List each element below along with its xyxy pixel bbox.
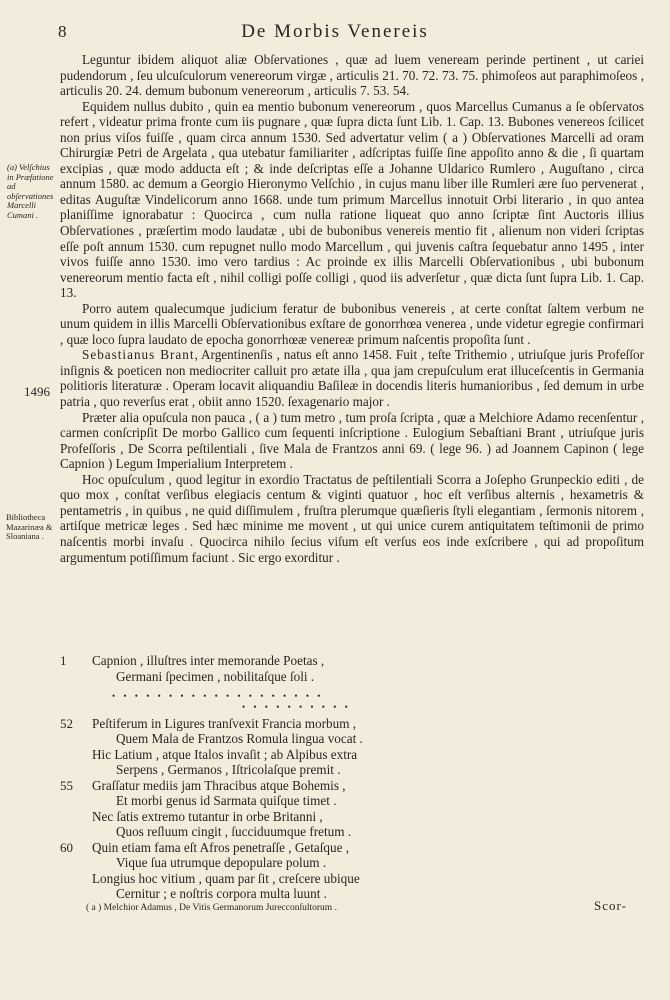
- footnote: ( a ) Melchior Adamus , De Vitis Germanorum Jurecconſultorum .: [86, 903, 337, 913]
- margin-bibliotheca: Bibliotheca Mazarinæa & Sloaniana .: [6, 512, 53, 541]
- paragraph-brant: [60, 347, 644, 409]
- verse-line: Nec ſatis extremo tutantur in orbe Britanni ,: [92, 809, 323, 824]
- verse-line: Quin etiam fama eſt Afros penetraſſe , Getaſque ,: [92, 840, 350, 855]
- paragraph-gonorrhoea: Porro autem qualecumque judicium feratur de bubonibus venereis , at certe conſtat ſaltem verbum ne unum quidem in illis Marcelli Obſervationibus exſtare de gonorrhœa venerea , unde videtur egregie confirmari , quæ loco ſupra laudato de epocha gonorrhœæ venereæ primum naſcentis propoſita ſunt .: [60, 300, 644, 347]
- brant-name: Sebastianus Brant: [82, 347, 195, 363]
- ornament-row: • • • • • • • • • •: [242, 702, 351, 712]
- margin-year: 1496: [24, 384, 50, 399]
- paragraph-opusculum: Hoc opuſculum , quod legitur in exordio Tractatus de peſtilentiali Scorra a Joſepho Grunpeckio editi , de quo mox , conſtat verſibus elegiacis centum & viginti quatuor , hoc eſt verſibus alternis , hexametris & pentametris , in quibus , ne quid diſſimulem , fruſtra plerumque quæſieris ſtyli elegantiam , ſermonis nitorem , artiſque metricæ leges . Sed hæc minime me movent , ut qui unice curem antiquitatem teſtimonii de primo naſcentis morbi invaſu . Quocirca nihilo ſecius viſum eſt verſus eos inde exſcribere , qui ad propoſitum argumentum potiſſimum faciunt . Sic ergo exorditur .: [60, 471, 644, 565]
- brant-text: , Argentinenſis , natus eſt anno 1458. Fuit , teſte Trithemio , utriuſque juris Profeſſor inſignis & poeticen non mediocriter calluit pro ætate illa , qua jam crepuſculum erat illuceſcentis in Germania politioris literaturæ . Operam locavit aliquandiu Baſileæ in docendis literis humanioribus , ſed demum in urbe patria , quo reverſus erat , obiit anno 1520. ſexagenario major .: [60, 347, 644, 410]
- verse-line: Peſtiferum in Ligures tranſvexit Francia morbum ,: [92, 716, 357, 731]
- verse-line: Capnion , illuſtres inter memorande Poetas ,: [92, 653, 325, 668]
- verse-line: Quem Mala de Frantzos Romula lingua vocat .: [116, 731, 363, 746]
- verse-number-1: 1: [60, 653, 67, 668]
- verse-line: Longius hoc vitium , quam par ſit , creſcere ubique: [92, 871, 360, 886]
- verse-number-52: 52: [60, 716, 73, 731]
- catchword: Scor-: [594, 898, 627, 913]
- verse-line: Germani ſpecimen , nobilitaſque ſoli .: [116, 669, 315, 684]
- paragraph-opuscula: Præter alia opuſcula non pauca , ( a ) tum metro , tum proſa ſcripta , quæ a Melchiore Adamo recenſentur , carmen conſcripſit De morbo Gallico cum ſequenti inſcriptione . Eulogium Sebaſtiani Brant , utriuſque juris Profeſſoris , De Scorra peſtilentiali , ſive Mala de Frantzos anni 69. ( lege 96. ) ad Joannem Capinon ( lege Capnion ) Legum Imperialium Interpretem .: [60, 409, 644, 472]
- verse-line: Vique ſua utrumque depopulare polum .: [116, 855, 327, 870]
- paragraph-observations: Leguntur ibidem aliquot aliæ Obſervationes , quæ ad luem veneream perinde pertinent , ut cariei pudendorum , ſeu ulcuſculorum venereorum virgæ , articulis 21. 70. 72. 73. 75. phimoſeos aut paraphimoſeos , articulis 20. 24. demum bubonum venereorum , articulis 7. 53. 54.: [60, 52, 644, 99]
- verse-line: Et morbi genus id Sarmata quiſque timet .: [116, 793, 337, 808]
- page-number: 8: [58, 22, 67, 41]
- ornament-row: • • • • • • • • • • • • • • • • • • •: [112, 691, 324, 701]
- main-text: [60, 52, 644, 565]
- verse-number-55: 55: [60, 778, 73, 793]
- verse-number-60: 60: [60, 840, 73, 855]
- verse-line: Hic Latium , atque Italos invaſit ; ab Alpibus extra: [92, 747, 358, 762]
- verse-line: Graſſatur mediis jam Thracibus atque Bohemis ,: [92, 778, 346, 793]
- running-head: De Morbis Venereis: [241, 21, 429, 42]
- margin-note-a: (a) Velſchius in Præfatione ad obſervationes Marcelli Cumani .: [7, 162, 54, 220]
- verse-line: Serpens , Germanos , Iſtricolaſque premit .: [116, 762, 341, 777]
- verse-line: Quos reſluum cingit , ſucciduumque fretum .: [116, 824, 352, 839]
- verse-line: Cernitur ; e noſtris corpora multa luunt .: [116, 886, 327, 901]
- paragraph-marcellus: Equidem nullus dubito , quin ea mentio bubonum venereorum , quos Marcellus Cumanus a ſe obſervatos refert , videatur prima fronte cum iis pugnare , quæ ſupra dicta ſunt Lib. 1. Cap. 13. Bubones venereos ſcilicet non prius viſos fuiſſe , quam circa annum 1530. Sed advertatur velim ( a ) Obſervationes Marcelli ad oram Chirurgiæ Petri de Argelata , qua utebatur familiariter , adſcriptas fuiſſe ſine appoſito anno & die , ſi quartam excipias , quæ modo adducta eſt ; & inde deſcriptas eſſe a Johanne Uldarico Rumlero , Auguſtano , circa annum 1580. ac demum a Georgio Hieronymo Velſchio , in cujus manu liber ille Rumleri ære ſuo pervenerat , editas Auguſtæ Vindelicorum anno 1668. unde tum primum Marcellus innotuit Orbi literario , in quo antea planiſſime ignorabatur : Quocirca , cum nulla ratione liqueat quo anno ſcriptæ ſint Auctoris illius Obſervationes , præſertim modo laudatæ , ubi de bubonibus venereis mentio fit , alienum non videri ſcriptas eſſe poſt annum 1530. cum repugnet nullo modo Marcellum , qui juvenis caſtra ſequebatur anno 1495 , inter vivos fuiſſe anno 1530. imo vero tardius : Ac proinde ex illis Marcelli Obſervationibus , ubi bubonum venereorum mentio facta eſt , nihil colligi poſſe colligi , quod iis adverſetur , quæ dicta ſunt ſupra Lib. 1. Cap. 13.: [60, 98, 644, 301]
